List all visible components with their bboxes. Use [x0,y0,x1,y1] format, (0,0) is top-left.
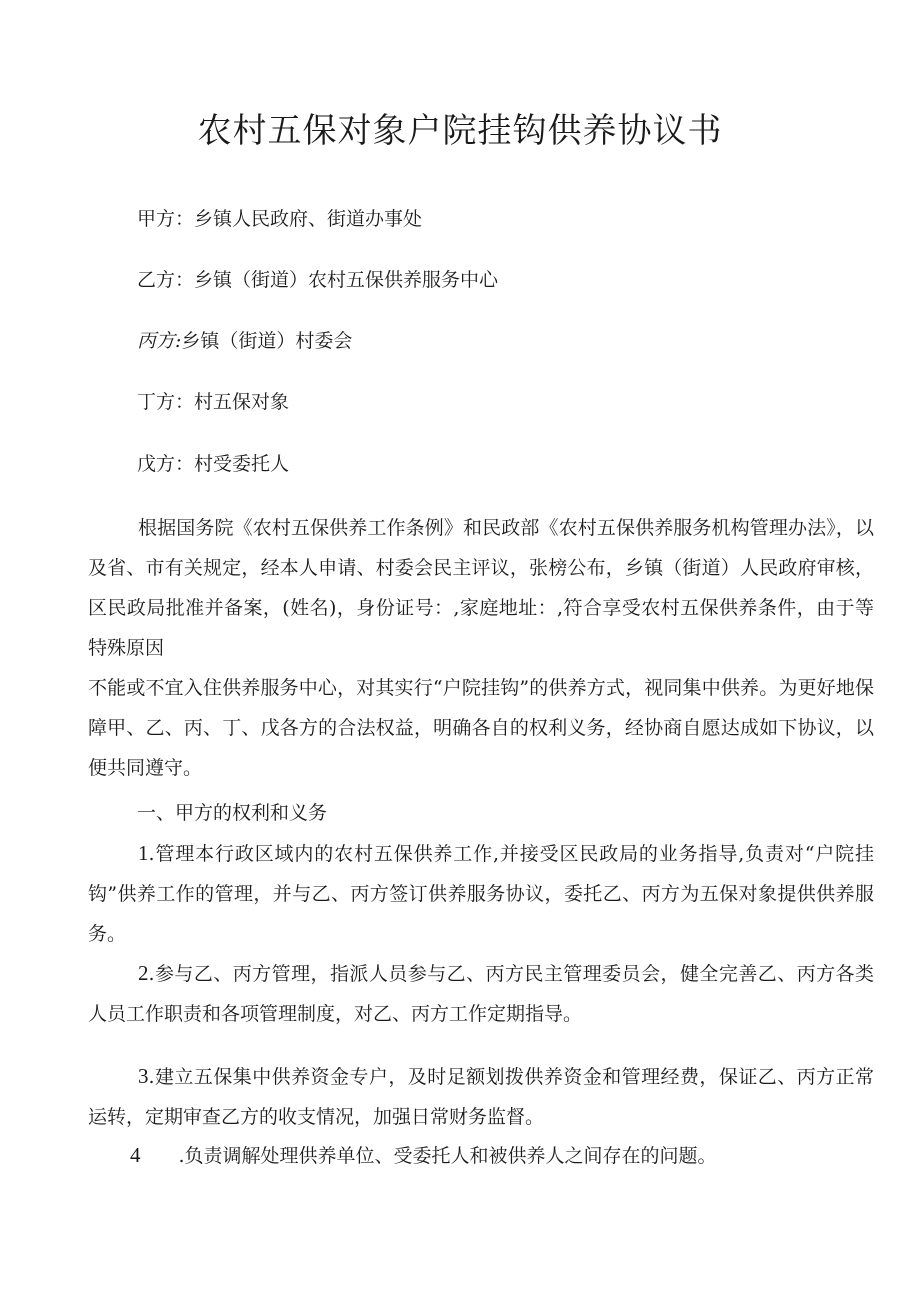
intro-paragraph-part2: 不能或不宜入住供养服务中心，对其实行“户院挂钩”的供养方式，视同集中供养。为更好地保障甲、乙、丙、丁、戊各方的合法权益，明确各自的权利义务，经协商自愿达成如下协议，以便共同遵守。 [88,677,874,779]
item-1-text: .管理本行政区域内的农村五保供养工作,并接受区民政局的业务指导,负责对“户院挂钩”供养工作的管理，并与乙、丙方签订供养服务协议，委托乙、丙方为五保对象提供供养服务。 [88,843,874,945]
item-3-text: .建立五保集中供养资金专户，及时足额划拨供养资金和管理经费，保证乙、丙方正常运转，定期审查乙方的收支情况，加强日常财务监督。 [88,1066,874,1128]
party-yi: 乙方：乡镇（街道）农村五保供养服务中心 [137,269,499,291]
item-4 [88,1135,874,1176]
item-4-number: 4 [130,1143,141,1167]
document-title: 农村五保对象户院挂钩供养协议书 [197,111,723,151]
item-3 [88,1056,874,1137]
item-2-text: .参与乙、丙方管理，指派人员参与乙、丙方民主管理委员会，健全完善乙、丙方各类人员工作职责和各项管理制度，对乙、丙方工作定期指导。 [88,963,874,1025]
party-ding: 丁方：村五保对象 [137,391,290,413]
item-1 [88,833,874,954]
item-4-text: .负责调解处理供养单位、受委托人和被供养人之间存在的问题。 [178,1145,717,1167]
item-1-number: 1 [138,841,149,865]
item-2 [88,953,874,1034]
section1-heading: 一、甲方的权利和义务 [137,802,328,824]
party-bing-value: 乡镇（街道）村委会 [181,330,353,352]
item-2-number: 2 [138,961,149,985]
item-3-number: 3 [138,1064,149,1088]
party-wu: 戊方：村受委托人 [137,453,290,475]
intro-paragraph-part1: 根据国务院《农村五保供养工作条例》和民政部《农村五保供养服务机构管理办法》，以及省、市有关规定，经本人申请、村委会民主评议，张榜公布，乡镇（街道）人民政府审核，区民政局批准并备案，(姓名)，身份证号：,家庭地址：,符合享受农村五保供养条件，由于等特殊原因 [88,517,874,659]
party-bing-label: 丙方: [137,330,182,352]
party-bing [137,328,352,354]
party-jia: 甲方：乡镇人民政府、街道办事处 [137,208,423,230]
